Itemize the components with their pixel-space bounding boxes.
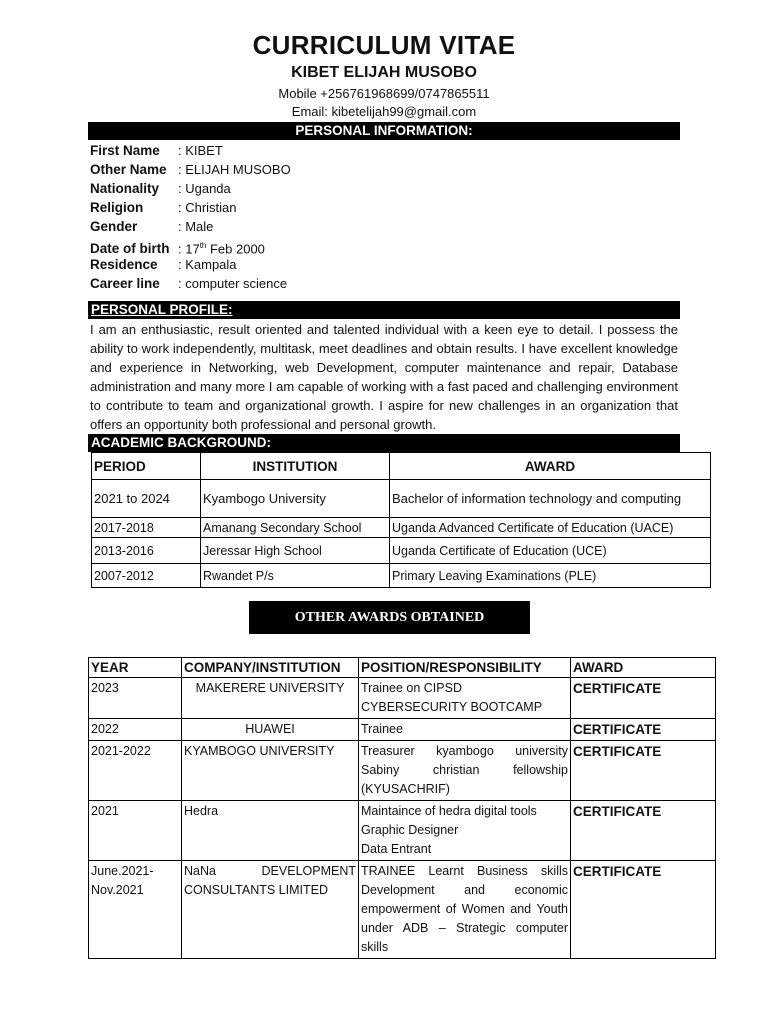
cell-position (359, 801, 571, 861)
cell-award: Uganda Certificate of Education (UCE) (390, 538, 711, 564)
academic-table (91, 452, 711, 588)
cell-institution: Rwandet P/s (201, 564, 390, 588)
cell-year: June.2021- Nov.2021 (89, 861, 182, 959)
info-value: : Christian (178, 200, 237, 215)
cell-institution: Jeressar High School (201, 538, 390, 564)
cell-award: Primary Leaving Examinations (PLE) (390, 564, 711, 588)
position-line: Maintaince of hedra digital tools (361, 804, 537, 818)
cv-title: CURRICULUM VITAE (252, 30, 516, 60)
table-header-row (89, 658, 716, 678)
table-row (89, 741, 716, 801)
cell-company: MAKERERE UNIVERSITY (182, 678, 359, 719)
cell-company: NaNa DEVELOPMENT CONSULTANTS LIMITED (182, 861, 359, 959)
info-label: First Name (90, 143, 160, 158)
info-row-other-name (90, 160, 291, 179)
personal-information-heading: PERSONAL INFORMATION: (88, 122, 680, 140)
academic-background-heading: ACADEMIC BACKGROUND: (88, 434, 680, 452)
info-label: Residence (90, 257, 158, 272)
info-value: : Uganda (178, 181, 231, 196)
cell-period: 2021 to 2024 (92, 480, 201, 518)
cell-award: Bachelor of information technology and computing (390, 480, 711, 518)
info-row-gender (90, 217, 213, 236)
info-value: : Kampala (178, 257, 237, 272)
position-line: Data Entrant (361, 842, 432, 856)
column-header-year: YEAR (89, 658, 182, 678)
info-value: : KIBET (178, 143, 223, 158)
info-value: : Male (178, 219, 214, 234)
info-value: : ELIJAH MUSOBO (178, 162, 291, 177)
info-label: Gender (90, 219, 138, 234)
info-row-career-line (90, 274, 287, 293)
info-label: Career line (90, 276, 160, 291)
position-line: Graphic Designer (361, 823, 459, 837)
info-label: Nationality (90, 181, 160, 196)
cell-period: 2007-2012 (92, 564, 201, 588)
cell-year: 2023 (89, 678, 182, 719)
personal-profile-heading (88, 301, 680, 319)
table-row (89, 678, 716, 719)
info-row-residence (90, 255, 237, 274)
column-header-company: COMPANY/INSTITUTION (182, 658, 359, 678)
cell-position: Trainee (359, 719, 571, 741)
info-label: Date of birth (90, 241, 170, 257)
cell-period: 2013-2016 (92, 538, 201, 564)
dob-month-year: Feb 2000 (206, 241, 265, 257)
cell-award: CERTIFICATE (571, 801, 716, 861)
dob-day: : 17 (178, 241, 200, 257)
table-row (92, 564, 711, 588)
cell-company: HUAWEI (182, 719, 359, 741)
cell-period: 2017-2018 (92, 518, 201, 538)
column-header-award: AWARD (390, 453, 711, 480)
table-row (89, 719, 716, 741)
cell-year: 2021 (89, 801, 182, 861)
email-address: Email: kibetelijah99@gmail.com (291, 104, 477, 119)
other-awards-table (88, 657, 716, 959)
cell-year: 2022 (89, 719, 182, 741)
column-header-period: PERIOD (92, 453, 201, 480)
column-header-position: POSITION/RESPONSIBILITY (359, 658, 571, 678)
info-row-first-name (90, 141, 223, 160)
cell-company: KYAMBOGO UNIVERSITY (182, 741, 359, 801)
personal-profile-heading-text: PERSONAL PROFILE: (91, 302, 233, 317)
cell-award: Uganda Advanced Certificate of Education (UACE) (390, 518, 711, 538)
table-row (92, 480, 711, 518)
column-header-institution: INSTITUTION (201, 453, 390, 480)
mobile-number: Mobile +256761968699/0747865511 (278, 86, 490, 101)
column-header-award: AWARD (571, 658, 716, 678)
personal-profile-text: I am an enthusiastic, result oriented and talented individual with a keen eye to detail. I possess the ability to work independently, multitask, meet deadlines and obtain results. I have excellent knowledge and experience in Networking, web Development, computer maintenance and repair, Database administration and many more I am capable of working with a fast paced and challenging environment to contribute to team and organizational growth. I aspire for new challenges in an organization that offers an opportunity both professional and personal growth. (90, 322, 678, 432)
cell-award: CERTIFICATE (571, 861, 716, 959)
info-row-religion (90, 198, 237, 217)
table-header-row (92, 453, 711, 480)
info-row-nationality (90, 179, 231, 198)
cell-institution: Amanang Secondary School (201, 518, 390, 538)
table-row (89, 801, 716, 861)
cell-position: Treasurer kyambogo university Sabiny christian fellowship (KYUSACHRIF) (359, 741, 571, 801)
info-value: : computer science (178, 276, 288, 291)
other-awards-heading: OTHER AWARDS OBTAINED (249, 601, 530, 634)
cell-award: CERTIFICATE (571, 741, 716, 801)
cell-position: Trainee on CIPSD CYBERSECURITY BOOTCAMP (359, 678, 571, 719)
info-label: Religion (90, 200, 144, 215)
cell-award: CERTIFICATE (571, 719, 716, 741)
cell-award: CERTIFICATE (571, 678, 716, 719)
table-row (89, 861, 716, 959)
info-label: Other Name (90, 162, 167, 177)
cell-institution: Kyambogo University (201, 480, 390, 518)
cell-year: 2021-2022 (89, 741, 182, 801)
dob-day-suffix: th (199, 241, 207, 250)
info-row-date-of-birth (90, 236, 265, 255)
candidate-name: KIBET ELIJAH MUSOBO (291, 64, 477, 81)
cell-company: Hedra (182, 801, 359, 861)
cell-position: TRAINEE Learnt Business skills Development and economic empowerment of Women and Youth under ADB – Strategic computer skills (359, 861, 571, 959)
table-row (92, 518, 711, 538)
table-row (92, 538, 711, 564)
